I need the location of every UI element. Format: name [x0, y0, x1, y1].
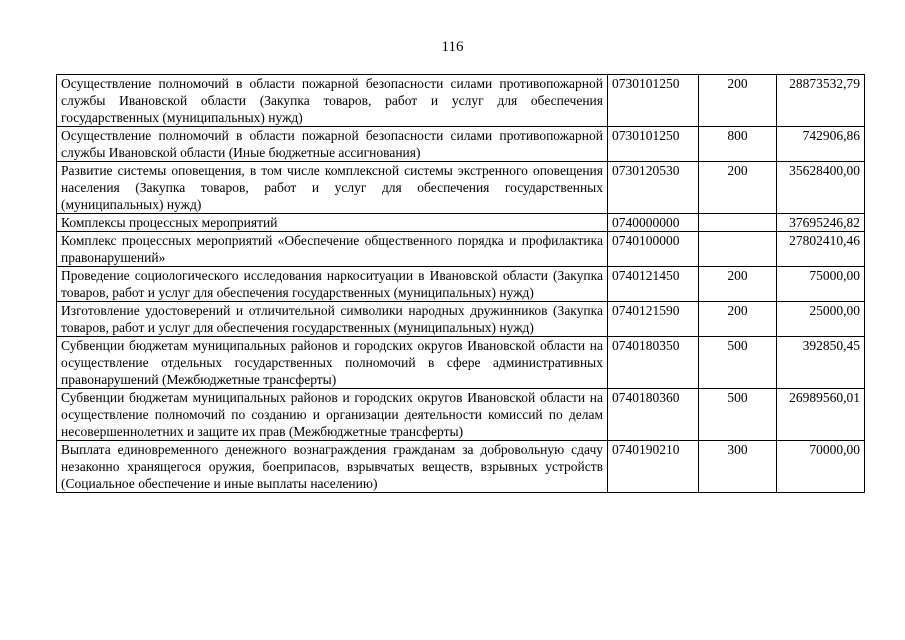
table-row [57, 302, 865, 337]
table-row [57, 232, 865, 267]
table-row [57, 389, 865, 441]
row-target-code: 0740000000 [608, 214, 699, 232]
row-amount: 26989560,01 [777, 389, 865, 441]
row-expense-type [699, 232, 777, 267]
row-expense-type: 200 [699, 162, 777, 214]
row-amount: 25000,00 [777, 302, 865, 337]
row-description: Субвенции бюджетам муниципальных районов и городских округов Ивановской области на осуществление отдельных государственных полномочий в сфере административных правонарушений (Межбюджетные трансферты) [57, 337, 608, 389]
row-description: Осуществление полномочий в области пожарной безопасности силами противопожарной службы Ивановской области (Иные бюджетные ассигнования) [57, 127, 608, 162]
row-description: Осуществление полномочий в области пожарной безопасности силами противопожарной службы Ивановской области (Закупка товаров, работ и услуг для обеспечения государственных (муниципальных) нужд) [57, 75, 608, 127]
row-target-code: 0730101250 [608, 75, 699, 127]
budget-table-body [57, 75, 865, 493]
row-description: Выплата единовременного денежного вознаграждения гражданам за добровольную сдачу незаконно хранящегося оружия, боеприпасов, взрывчатых веществ, взрывных устройств (Социальное обеспечение и иные выплаты населению) [57, 441, 608, 493]
table-row [57, 337, 865, 389]
budget-table [56, 74, 865, 493]
row-target-code: 0730101250 [608, 127, 699, 162]
row-expense-type: 500 [699, 389, 777, 441]
row-target-code: 0740121450 [608, 267, 699, 302]
row-expense-type: 500 [699, 337, 777, 389]
row-expense-type [699, 214, 777, 232]
row-target-code: 0730120530 [608, 162, 699, 214]
row-amount: 392850,45 [777, 337, 865, 389]
page-number: 116 [441, 39, 464, 55]
row-amount: 75000,00 [777, 267, 865, 302]
row-description: Развитие системы оповещения, в том числе комплексной системы экстренного оповещения населения (Закупка товаров, работ и услуг для обеспечения государственных (муниципальных) нужд) [57, 162, 608, 214]
row-target-code: 0740100000 [608, 232, 699, 267]
row-expense-type: 200 [699, 302, 777, 337]
row-amount: 35628400,00 [777, 162, 865, 214]
row-amount: 742906,86 [777, 127, 865, 162]
row-amount: 37695246,82 [777, 214, 865, 232]
row-expense-type: 300 [699, 441, 777, 493]
row-description: Комплексы процессных мероприятий [57, 214, 608, 232]
table-row [57, 127, 865, 162]
row-target-code: 0740180350 [608, 337, 699, 389]
row-target-code: 0740180360 [608, 389, 699, 441]
table-row [57, 267, 865, 302]
row-description: Проведение социологического исследования наркоситуации в Ивановской области (Закупка товаров, работ и услуг для обеспечения государственных (муниципальных) нужд) [57, 267, 608, 302]
table-row [57, 441, 865, 493]
row-expense-type: 800 [699, 127, 777, 162]
row-description: Изготовление удостоверений и отличительной символики народных дружинников (Закупка товаров, работ и услуг для обеспечения государственных (муниципальных) нужд) [57, 302, 608, 337]
row-amount: 70000,00 [777, 441, 865, 493]
row-target-code: 0740190210 [608, 441, 699, 493]
row-description: Комплекс процессных мероприятий «Обеспечение общественного порядка и профилактика правонарушений» [57, 232, 608, 267]
row-amount: 27802410,46 [777, 232, 865, 267]
row-amount: 28873532,79 [777, 75, 865, 127]
row-expense-type: 200 [699, 75, 777, 127]
row-expense-type: 200 [699, 267, 777, 302]
row-target-code: 0740121590 [608, 302, 699, 337]
table-row [57, 214, 865, 232]
table-row [57, 162, 865, 214]
row-description: Субвенции бюджетам муниципальных районов и городских округов Ивановской области на осуществление полномочий по созданию и организации деятельности комиссий по делам несовершеннолетних и защите их прав (Межбюджетные трансферты) [57, 389, 608, 441]
table-row [57, 75, 865, 127]
